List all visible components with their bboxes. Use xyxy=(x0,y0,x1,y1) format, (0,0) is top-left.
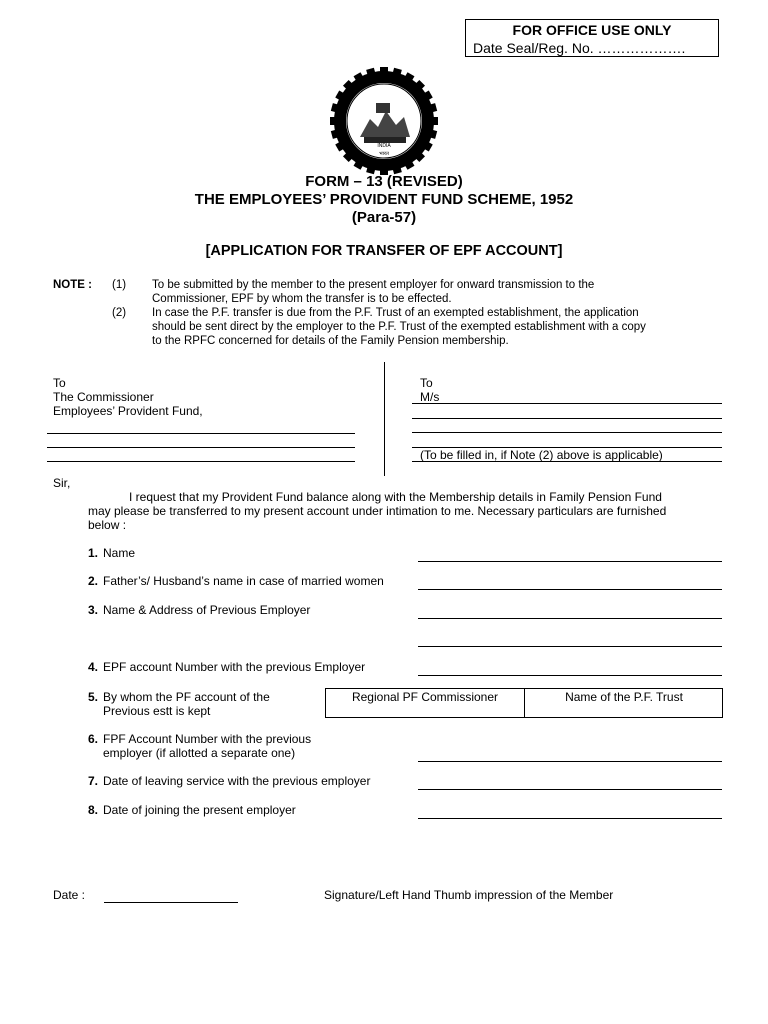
date-seal-label: Date Seal/Reg. No. ………………. xyxy=(473,40,686,56)
item-1-number: 1. xyxy=(88,546,99,560)
item-1-label: Name xyxy=(103,546,136,560)
right-to-label: To xyxy=(420,376,433,390)
letter-line-1: I request that my Provident Fund balance along with the Membership details in Family Pension Fund xyxy=(129,490,662,504)
logo-bharat-text: भारत xyxy=(379,151,389,157)
form-number: FORM – 13 (REVISED) xyxy=(305,173,463,190)
note-label: NOTE : xyxy=(53,279,92,291)
application-title: [APPLICATION FOR TRANSFER OF EPF ACCOUNT] xyxy=(205,243,563,259)
item-4-label: EPF account Number with the previous Employer xyxy=(103,660,366,674)
fpf-account-number-field[interactable] xyxy=(418,761,722,762)
right-address-line-2[interactable] xyxy=(412,418,722,419)
right-fill-note: (To be filled in, if Note (2) above is applicable) xyxy=(420,448,663,462)
left-to-label: To xyxy=(53,376,66,390)
item-2-label: Father’s/ Husband’s name in case of married women xyxy=(103,574,384,588)
item-7-label: Date of leaving service with the previous employer xyxy=(103,774,371,788)
item-6-label-line-1: FPF Account Number with the previous xyxy=(103,732,312,746)
logo-india-text: INDIA xyxy=(377,143,391,149)
epfo-logo xyxy=(330,67,438,175)
office-use-box xyxy=(465,19,719,57)
regional-pf-commissioner-option[interactable]: Regional PF Commissioner xyxy=(326,689,525,718)
right-address-line-1[interactable] xyxy=(412,403,722,404)
item-8-label: Date of joining the present employer xyxy=(103,803,296,817)
office-use-title: FOR OFFICE USE ONLY xyxy=(512,22,672,38)
item-6-label-line-2: employer (if allotted a separate one) xyxy=(103,746,296,760)
signature-label: Signature/Left Hand Thumb impression of the Member xyxy=(324,888,614,902)
item-3-number: 3. xyxy=(88,603,99,617)
note-2-line-1: In case the P.F. transfer is due from the P.F. Trust of an exempted establishment, the application xyxy=(152,307,639,319)
date-leaving-field[interactable] xyxy=(418,789,722,790)
note-2-number: (2) xyxy=(112,307,127,319)
ms-label: M/s xyxy=(420,390,440,404)
left-address-line-3[interactable] xyxy=(47,461,355,462)
scheme-title: THE EMPLOYEES’ PROVIDENT FUND SCHEME, 1952 xyxy=(194,191,574,208)
item-5-label-line-1: By whom the PF account of the xyxy=(103,690,270,704)
address-divider xyxy=(384,362,385,476)
note-1-line-1: To be submitted by the member to the present employer for onward transmission to the xyxy=(152,279,595,291)
name-field[interactable] xyxy=(418,561,722,562)
left-address-line-2[interactable] xyxy=(47,447,355,448)
note-2-line-3: to the RPFC concerned for details of the Family Pension membership. xyxy=(152,335,509,347)
item-4-number: 4. xyxy=(88,660,99,674)
right-address-line-5[interactable] xyxy=(412,461,722,462)
prev-employer-field-2[interactable] xyxy=(418,646,722,647)
commissioner-label: The Commissioner xyxy=(53,390,154,404)
epf-label: Employees’ Provident Fund, xyxy=(53,404,203,418)
note-2-line-2: should be sent direct by the employer to the P.F. Trust of the exempted establishment with a copy xyxy=(152,321,646,333)
date-label: Date : xyxy=(53,888,86,902)
prev-employer-field-1[interactable] xyxy=(418,618,722,619)
item-6-number: 6. xyxy=(88,732,99,746)
father-husband-name-field[interactable] xyxy=(418,589,722,590)
para-ref: (Para-57) xyxy=(351,209,417,226)
date-field[interactable] xyxy=(104,902,238,903)
pf-trust-option[interactable]: Name of the P.F. Trust xyxy=(565,690,683,704)
item-2-number: 2. xyxy=(88,574,99,588)
right-address-line-3[interactable] xyxy=(412,432,722,433)
letter-line-2: may please be transferred to my present account under intimation to me. Necessary particulars are furnished xyxy=(88,504,667,518)
left-address-line-1[interactable] xyxy=(47,433,355,434)
item-5-number: 5. xyxy=(88,690,99,704)
item-5-label-line-2: Previous estt is kept xyxy=(103,704,211,718)
note-1-number: (1) xyxy=(112,279,127,291)
item-3-label: Name & Address of Previous Employer xyxy=(103,603,311,617)
item-7-number: 7. xyxy=(88,774,99,788)
epf-account-number-field[interactable] xyxy=(418,675,722,676)
salutation: Sir, xyxy=(53,476,71,490)
pf-account-kept-table xyxy=(325,688,723,718)
note-1-line-2: Commissioner, EPF by whom the transfer is to be effected. xyxy=(152,293,452,305)
date-joining-field[interactable] xyxy=(418,818,722,819)
letter-line-3: below : xyxy=(88,518,127,532)
item-8-number: 8. xyxy=(88,803,99,817)
